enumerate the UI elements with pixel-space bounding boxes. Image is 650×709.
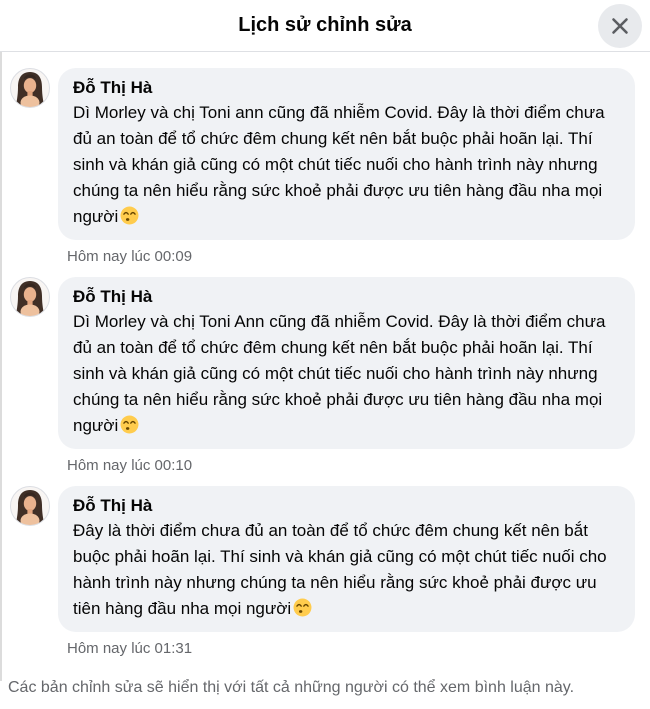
comment-timestamp: Hôm nay lúc 00:10 [67, 457, 193, 474]
comment-timestamp: Hôm nay lúc 00:09 [67, 248, 193, 265]
comment-text: Đây là thời điểm chưa đủ an toàn để tổ chức đêm chung kết nên bắt buộc phải hoãn lại. Thí sinh và khán giả cũng có một chút tiếc nuối cho hành trình này nhưng chúng ta nên hiểu rằng sức khoẻ phải được ưu tiên hàng đầu nha mọi người [73, 521, 607, 618]
edit-history-item [10, 277, 635, 476]
modal-title: Lịch sử chỉnh sửa [238, 14, 412, 36]
close-button[interactable] [598, 4, 642, 48]
close-icon [610, 16, 630, 36]
avatar[interactable] [10, 486, 50, 526]
kissing-face-emoji-icon [120, 415, 139, 434]
edit-visibility-note: Các bản chỉnh sửa sẽ hiển thị với tất cả những người có thể xem bình luận này. [8, 679, 575, 696]
edit-history-list [0, 52, 650, 659]
kissing-face-emoji-icon [293, 598, 312, 617]
comment-bubble [58, 486, 635, 632]
comment-text: Dì Morley và chị Toni ann cũng đã nhiễm Covid. Đây là thời điểm chưa đủ an toàn để tổ chức đêm chung kết nên bắt buộc phải hoãn lại. Thí sinh và khán giả cũng có một chút tiếc nuối cho hành trình này nhưng chúng ta nên hiểu rằng sức khoẻ phải được ưu tiên hàng đầu nha mọi người [73, 103, 605, 226]
comment-author[interactable]: Đỗ Thị Hà [73, 496, 153, 515]
comment-text: Dì Morley và chị Toni Ann cũng đã nhiễm Covid. Đây là thời điểm chưa đủ an toàn để tổ chức đêm chung kết nên bắt buộc phải hoãn lại. Thí sinh và khán giả cũng có một chút tiếc nuối cho hành trình này nhưng chúng ta nên hiểu rằng sức khoẻ phải được ưu tiên hàng đầu nha mọi người [73, 312, 606, 435]
comment-author[interactable]: Đỗ Thị Hà [73, 287, 153, 306]
avatar[interactable] [10, 277, 50, 317]
edit-history-item [10, 68, 635, 267]
avatar[interactable] [10, 68, 50, 108]
comment-timestamp: Hôm nay lúc 01:31 [67, 640, 193, 657]
comment-bubble [58, 68, 635, 240]
comment-bubble [58, 277, 635, 449]
edit-history-item [10, 486, 635, 659]
kissing-face-emoji-icon [120, 206, 139, 225]
modal-header [0, 0, 650, 52]
comment-author[interactable]: Đỗ Thị Hà [73, 78, 153, 97]
